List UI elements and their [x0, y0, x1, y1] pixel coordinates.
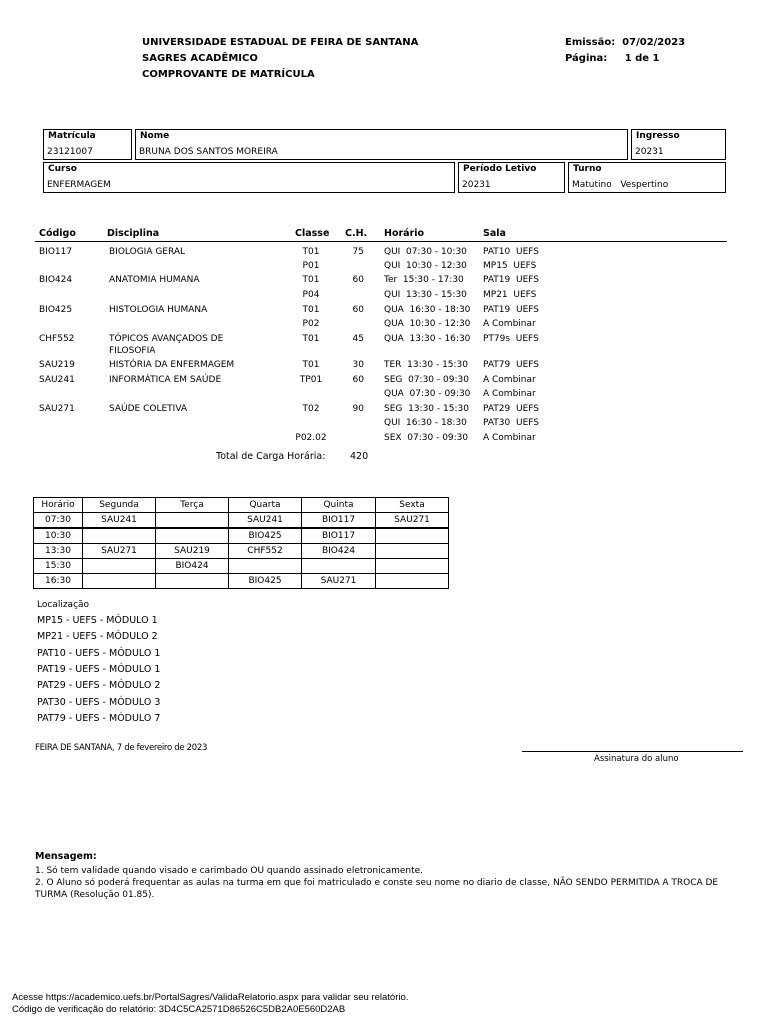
pagina-value: 1 de 1 [624, 53, 660, 64]
cell-codigo: BIO424 [39, 275, 73, 285]
grid-cell [156, 574, 229, 589]
col-horario: Horário [384, 228, 425, 239]
mensagem-line2: 2. O Aluno só poderá frequentar as aulas na turma em que foi matriculado e conste seu nome no diario de classe, NÃO SENDO PERMITIDA A TROCA DE [35, 878, 719, 888]
matricula-label: Matrícula [48, 131, 96, 141]
periodo-label: Período Letivo [463, 164, 537, 174]
cell-disciplina: HISTOLOGIA HUMANA [109, 305, 208, 315]
cell-sala: A Combinar [483, 375, 536, 385]
mensagem-line3: TURMA (Resolução 01.85). [35, 890, 155, 900]
local-data: FEIRA DE SANTANA, 7 de fevereiro de 2023 [35, 743, 208, 753]
emissao-value: 07/02/2023 [622, 37, 686, 48]
col-sala: Sala [483, 228, 506, 239]
grid-header-cell: Terça [156, 498, 229, 513]
cell-horario: Ter 15:30 - 17:30 [384, 275, 464, 285]
grid-header-cell: Horário [34, 498, 83, 513]
cell-sala: PAT10 UEFS [483, 247, 539, 257]
cell-codigo: SAU271 [39, 404, 75, 414]
cell-ch: 75 [352, 247, 364, 257]
grid-cell: SAU241 [83, 513, 156, 529]
cell-classe: P02.02 [295, 433, 327, 443]
cell-sala: PAT19 UEFS [483, 275, 539, 285]
col-codigo: Código [39, 228, 76, 239]
cell-ch: 60 [352, 305, 364, 315]
nome-value: BRUNA DOS SANTOS MOREIRA [139, 147, 278, 157]
cell-ch: 30 [352, 360, 364, 370]
cell-disciplina: SAÚDE COLETIVA [109, 404, 188, 414]
university-name: UNIVERSIDADE ESTADUAL DE FEIRA DE SANTANA [142, 37, 419, 48]
cell-disciplina: INFORMÁTICA EM SAÚDE [109, 375, 222, 385]
system-name: SAGRES ACADÊMICO [142, 53, 258, 64]
schedule-grid [33, 497, 449, 589]
cell-classe: TP01 [299, 375, 323, 385]
signature-line [522, 751, 743, 752]
cell-codigo: BIO117 [39, 247, 73, 257]
footer-verification-code: Código de verificação do relatório: 3D4C5CA2571D86526C5DB2A0E560D2AB [12, 1004, 346, 1015]
cell-sala: A Combinar [483, 389, 536, 399]
ingresso-box [631, 129, 726, 160]
grid-cell [83, 528, 156, 544]
cell-sala: PAT29 UEFS [483, 404, 539, 414]
matricula-box [43, 129, 132, 160]
cell-ch: 60 [352, 275, 364, 285]
signature-label: Assinatura do aluno [594, 754, 679, 764]
cell-classe: T01 [302, 247, 320, 257]
grid-time-cell: 10:30 [34, 528, 83, 544]
cell-sala: PT79s UEFS [483, 334, 539, 344]
cell-horario: SEX 07:30 - 09:30 [384, 433, 469, 443]
localizacao-item: MP21 - UEFS - MÓDULO 2 [37, 631, 158, 643]
grid-cell [376, 574, 449, 589]
grid-row [34, 574, 449, 589]
grid-cell: SAU271 [302, 574, 376, 589]
grid-cell [83, 574, 156, 589]
cell-codigo: BIO425 [39, 305, 73, 315]
grid-cell [229, 559, 302, 574]
grid-cell: BIO425 [229, 574, 302, 589]
grid-cell [376, 544, 449, 559]
grid-cell [376, 559, 449, 574]
curso-label: Curso [48, 164, 77, 174]
grid-cell: BIO424 [156, 559, 229, 574]
grid-row [34, 544, 449, 559]
grid-cell: BIO425 [229, 528, 302, 544]
grid-time-cell: 16:30 [34, 574, 83, 589]
curso-box [43, 162, 455, 193]
cell-disciplina: ANATOMIA HUMANA [109, 275, 200, 285]
cell-disciplina: HISTÓRIA DA ENFERMAGEM [109, 360, 235, 370]
grid-header-cell: Quinta [302, 498, 376, 513]
cell-horario: TER 13:30 - 15:30 [384, 360, 469, 370]
cell-sala: PAT19 UEFS [483, 305, 539, 315]
grid-cell: BIO117 [302, 513, 376, 529]
cell-ch: 45 [352, 334, 364, 344]
document-title: COMPROVANTE DE MATRÍCULA [142, 69, 315, 80]
ingresso-label: Ingresso [636, 131, 680, 141]
cell-classe: P01 [302, 261, 320, 271]
cell-horario: QUA 10:30 - 12:30 [384, 319, 471, 329]
col-classe: Classe [295, 228, 330, 239]
localizacao-item: PAT19 - UEFS - MÓDULO 1 [37, 663, 161, 675]
cell-horario: QUI 16:30 - 18:30 [384, 418, 467, 428]
localizacao-item: MP15 - UEFS - MÓDULO 1 [37, 615, 158, 626]
grid-cell [376, 528, 449, 544]
cell-horario: QUA 13:30 - 16:30 [384, 334, 471, 344]
cell-classe: T01 [302, 275, 320, 285]
ingresso-value: 20231 [635, 147, 664, 157]
header-left [142, 35, 418, 83]
grid-time-cell: 13:30 [34, 544, 83, 559]
cell-codigo: SAU219 [39, 360, 75, 370]
cell-disciplina: TÓPICOS AVANÇADOS DE [109, 334, 224, 344]
grid-header-cell: Segunda [83, 498, 156, 513]
grid-cell: SAU271 [376, 513, 449, 529]
cell-classe: T01 [302, 360, 320, 370]
cell-sala: A Combinar [483, 433, 536, 443]
grid-header-cell: Sexta [376, 498, 449, 513]
cell-sala: MP15 UEFS [483, 261, 537, 271]
cell-horario: QUI 10:30 - 12:30 [384, 261, 467, 271]
grid-row [34, 513, 449, 529]
grid-cell: CHF552 [229, 544, 302, 559]
turno-box [568, 162, 726, 193]
grid-cell: SAU219 [156, 544, 229, 559]
cell-disciplina: BIOLOGIA GERAL [109, 247, 186, 257]
cell-disciplina-cont: FILOSOFIA [109, 346, 156, 356]
nome-label: Nome [140, 131, 170, 141]
cell-sala: PAT79 UEFS [483, 360, 539, 370]
table-header-rule [35, 241, 727, 242]
cell-classe: T02 [302, 404, 320, 414]
header-right [565, 35, 685, 67]
col-ch: C.H. [345, 228, 368, 239]
cell-horario: QUA 07:30 - 09:30 [384, 389, 471, 399]
cell-ch: 90 [352, 404, 364, 414]
curso-value: ENFERMAGEM [47, 180, 111, 190]
grid-cell [83, 559, 156, 574]
grid-cell: SAU271 [83, 544, 156, 559]
footer-validation-text: Acesse https://academico.uefs.br/PortalSagres/ValidaRelatorio.aspx para validar seu relatório. [12, 992, 409, 1003]
grid-cell: SAU241 [229, 513, 302, 529]
grid-time-cell: 07:30 [34, 513, 83, 529]
periodo-box [458, 162, 565, 193]
localizacao-item: PAT10 - UEFS - MÓDULO 1 [37, 647, 161, 659]
localizacao-item: PAT79 - UEFS - MÓDULO 7 [37, 712, 161, 724]
turno-value: Matutino Vespertino [572, 180, 669, 190]
cell-codigo: CHF552 [39, 334, 75, 344]
cell-codigo: SAU241 [39, 375, 75, 385]
cell-horario: SEG 07:30 - 09:30 [384, 375, 469, 385]
cell-sala: A Combinar [483, 319, 536, 329]
cell-horario: SEG 13:30 - 15:30 [384, 404, 469, 414]
cell-classe: P02 [302, 319, 320, 329]
total-value: 420 [350, 451, 369, 462]
cell-horario: QUI 13:30 - 15:30 [384, 290, 467, 300]
cell-horario: QUI 07:30 - 10:30 [384, 247, 467, 257]
periodo-value: 20231 [462, 180, 491, 190]
mensagem-line1: 1. Só tem validade quando visado e carimbado OU quando assinado eletronicamente. [35, 866, 424, 876]
cell-sala: MP21 UEFS [483, 290, 537, 300]
total-label: Total de Carga Horária: [216, 451, 326, 462]
cell-classe: T01 [302, 305, 320, 315]
grid-cell [156, 513, 229, 529]
grid-cell: BIO117 [302, 528, 376, 544]
localizacao-title: Localização [37, 600, 90, 610]
pagina-label: Página: [565, 53, 608, 64]
grid-row [34, 559, 449, 574]
grid-cell [156, 528, 229, 544]
grid-time-cell: 15:30 [34, 559, 83, 574]
cell-classe: T01 [302, 334, 320, 344]
col-disciplina: Disciplina [107, 228, 160, 239]
emissao-label: Emissão: [565, 37, 616, 48]
cell-classe: P04 [302, 290, 320, 300]
localizacao-item: PAT30 - UEFS - MÓDULO 3 [37, 696, 161, 708]
matricula-value: 23121007 [47, 147, 93, 157]
grid-header-row [34, 498, 449, 513]
grid-header-cell: Quarta [229, 498, 302, 513]
cell-ch: 60 [352, 375, 364, 385]
grid-row [34, 528, 449, 544]
cell-sala: PAT30 UEFS [483, 418, 539, 428]
cell-horario: QUA 16:30 - 18:30 [384, 305, 471, 315]
nome-box [135, 129, 628, 160]
localizacao-item: PAT29 - UEFS - MÓDULO 2 [37, 680, 161, 692]
grid-cell: BIO424 [302, 544, 376, 559]
turno-label: Turno [573, 164, 602, 174]
grid-cell [302, 559, 376, 574]
mensagem-title: Mensagem: [35, 851, 97, 862]
